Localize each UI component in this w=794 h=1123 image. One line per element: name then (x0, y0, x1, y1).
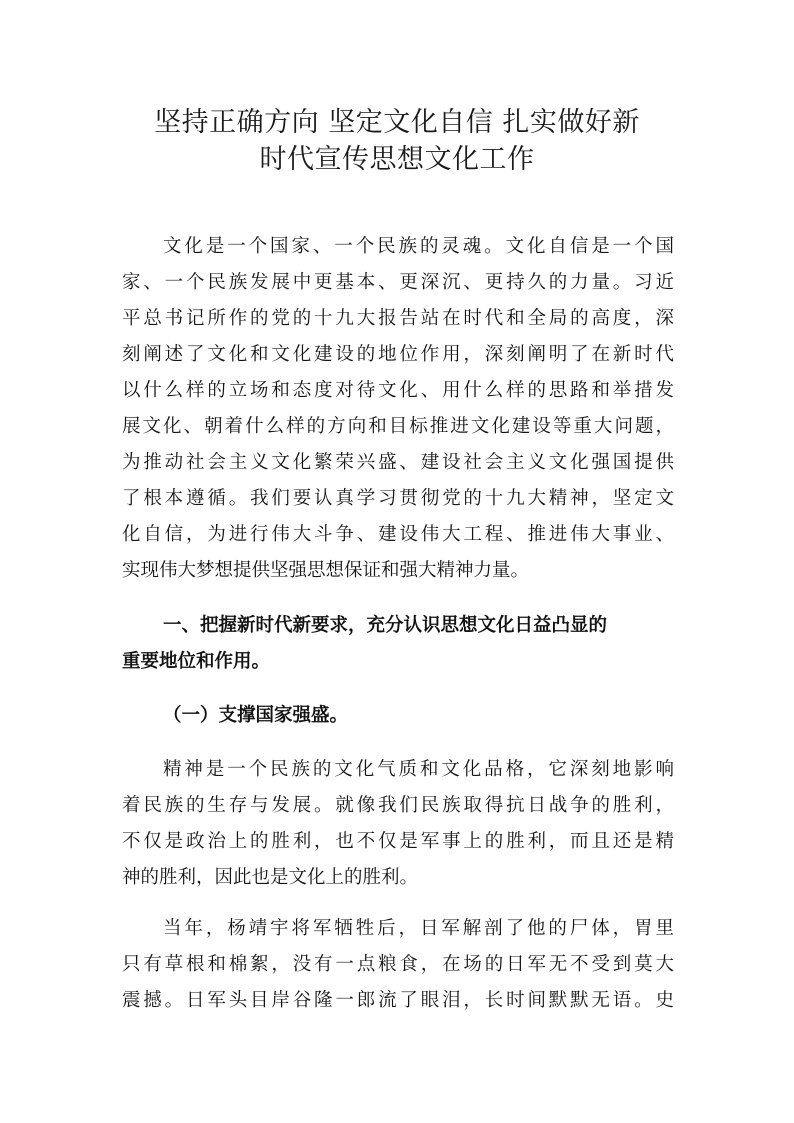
intro-paragraph-line: 以什么样的立场和态度对待文化、用什么样的思路和举措发 (122, 380, 674, 401)
intro-paragraph-line: 了根本遵循。我们要认真学习贯彻党的十九大精神，坚定文 (122, 488, 674, 509)
section-heading-line: 重要地位和作用。 (122, 651, 271, 672)
intro-paragraph-line: 刻阐述了文化和文化建设的地位作用，深刻阐明了在新时代 (122, 344, 674, 365)
subsection-heading: （一）支撑国家强盛。 (163, 705, 349, 726)
paragraph-line: 震撼。日军头目岸谷隆一郎流了眼泪，长时间默默无语。史 (122, 990, 674, 1011)
paragraph-line: 神的胜利，因此也是文化上的胜利。 (122, 867, 419, 888)
intro-paragraph-line: 家、一个民族发展中更基本、更深沉、更持久的力量。习近 (122, 272, 674, 293)
document-title-line-2: 时代宣传思想文化工作 (259, 144, 535, 175)
intro-paragraph-line: 化自信，为进行伟大斗争、建设伟大工程、推进伟大事业、 (122, 524, 674, 545)
intro-paragraph-line: 文化是一个国家、一个民族的灵魂。文化自信是一个国 (163, 236, 674, 257)
paragraph-line: 精神是一个民族的文化气质和文化品格，它深刻地影响 (163, 759, 674, 780)
document-title-line-1: 坚持正确方向 坚定文化自信 扎实做好新 (154, 107, 640, 138)
paragraph-line: 着民族的生存与发展。就像我们民族取得抗日战争的胜利， (122, 795, 674, 816)
paragraph-line: 当年，杨靖宇将军牺牲后，日军解剖了他的尸体，胃里 (163, 918, 674, 939)
intro-paragraph-line: 展文化、朝着什么样的方向和目标推进文化建设等重大问题， (122, 416, 674, 437)
section-heading-line: 一、把握新时代新要求，充分认识思想文化日益凸显的 (163, 615, 608, 636)
paragraph-line: 不仅是政治上的胜利，也不仅是军事上的胜利，而且还是精 (122, 831, 674, 852)
intro-paragraph-line: 实现伟大梦想提供坚强思想保证和强大精神力量。 (122, 560, 530, 581)
paragraph-line: 只有草根和棉絮，没有一点粮食，在场的日军无不受到莫大 (122, 954, 674, 975)
intro-paragraph-line: 平总书记所作的党的十九大报告站在时代和全局的高度，深 (122, 308, 674, 329)
intro-paragraph-line: 为推动社会主义文化繁荣兴盛、建设社会主义文化强国提供 (122, 452, 674, 473)
